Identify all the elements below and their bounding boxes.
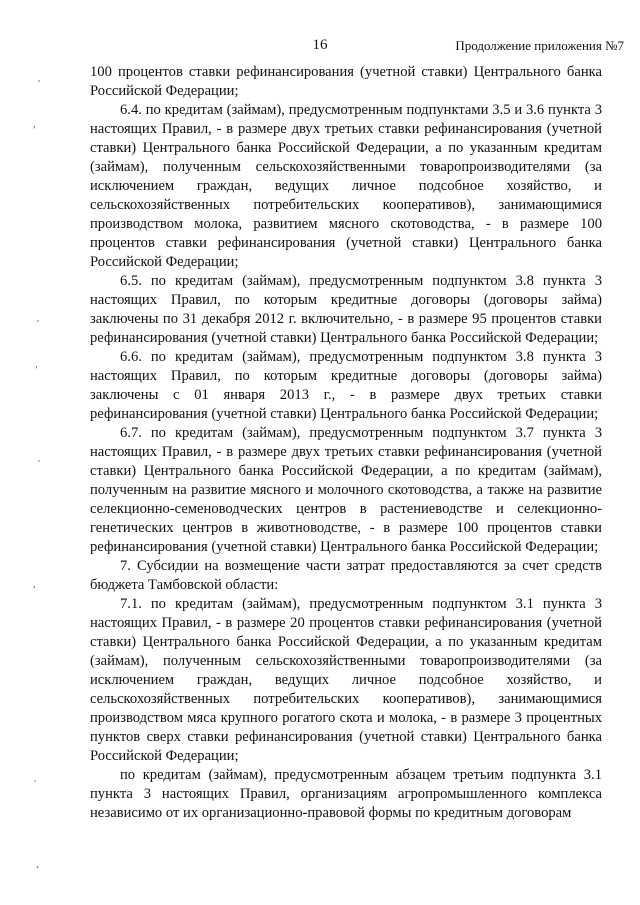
scan-mark: ' — [38, 78, 40, 90]
paragraph-7: 7. Субсидии на возмещение части затрат предоставляются за счет средств бюджета Тамбовской области: — [90, 558, 602, 593]
scan-mark: , — [33, 578, 36, 590]
paragraph-6-4: 6.4. по кредитам (займам), предусмотренным подпунктами 3.5 и 3.6 пункта 3 настоящих Правил, - в размере двух третьих ставки рефинансирования (учетной ставки) Центрального банка Российской Федерации, а по указанным кредитам (займам), полученным сельскохозяйственными товаропроизводителями (за исключением граждан, ведущих личное подсобное хозяйство, и сельскохозяйственных потребительских кооперативов), занимающимися производством молока, развитием мясного скотоводства, - в размере 100 процентов ставки рефинансирования (учетной ставки) Центрального банка Российской Федерации; — [90, 102, 602, 270]
scan-mark: , — [33, 118, 36, 130]
scan-mark: , — [36, 858, 39, 870]
page-number: 16 — [312, 37, 328, 53]
paragraph-6-6: 6.6. по кредитам (займам), предусмотренным подпунктом 3.8 пункта 3 настоящих Правил, по которым кредитные договоры (договоры займа) заключены с 01 января 2013 г., - в размере двух третьих ставки рефинансирования (учетной ставки) Центрального банка Российской Федерации; — [90, 349, 602, 422]
header-continuation-note: Продолжение приложения №7 — [455, 38, 624, 53]
scan-mark: ' — [34, 778, 36, 790]
paragraph-6-7: 6.7. по кредитам (займам), предусмотренным подпунктом 3.7 пункта 3 настоящих Правил, - в размере двух третьих ставки рефинансирования (учетной ставки) Центрального банка Российской Федерации, а по кредитам (займам), полученным на развитие мясного и молочного скотоводства, а также на развитие селекционно-семеноводческих центров в растениеводстве и селекционно-генетических центров в животноводстве, - в размере 100 процентов ставки рефинансирования (учетной ставки) Центрального банка Российской Федерации; — [90, 425, 602, 555]
paragraph-rate-continuation: 100 процентов ставки рефинансирования (учетной ставки) Центрального банка Российской Федерации; — [90, 64, 602, 99]
scan-mark: , — [35, 358, 38, 370]
document-body — [90, 63, 602, 823]
paragraph-7-1: 7.1. по кредитам (займам), предусмотренным подпунктом 3.1 пункта 3 настоящих Правил, - в размере 20 процентов ставки рефинансирования (учетной ставки) Центрального банка Российской Федерации, а по указанным кредитам (займам), полученным сельскохозяйственными товаропроизводителями (за исключением граждан, ведущих личное подсобное хозяйство, и сельскохозяйственных потребительских кооперативов), занимающимися производством мяса крупного рогатого скота и молока, - в размере 3 процентных пунктов сверх ставки рефинансирования (учетной ставки) Центрального банка Российской Федерации; — [90, 596, 602, 764]
scan-mark: ' — [37, 318, 39, 330]
paragraph-6-5: 6.5. по кредитам (займам), предусмотренным подпунктом 3.8 пункта 3 настоящих Правил, по которым кредитные договоры (договоры займа) заключены по 31 декабря 2012 г. включительно, - в размере 95 процентов ставки рефинансирования (учетной ставки) Центрального банка Российской Федерации; — [90, 273, 602, 346]
paragraph-7-1-addendum: по кредитам (займам), предусмотренным абзацем третьим подпункта 3.1 пункта 3 настоящих Правил, организациям агропромышленного комплекса независимо от их организационно-правовой формы по кредитным договорам — [90, 767, 602, 821]
scan-mark: ' — [38, 458, 40, 470]
